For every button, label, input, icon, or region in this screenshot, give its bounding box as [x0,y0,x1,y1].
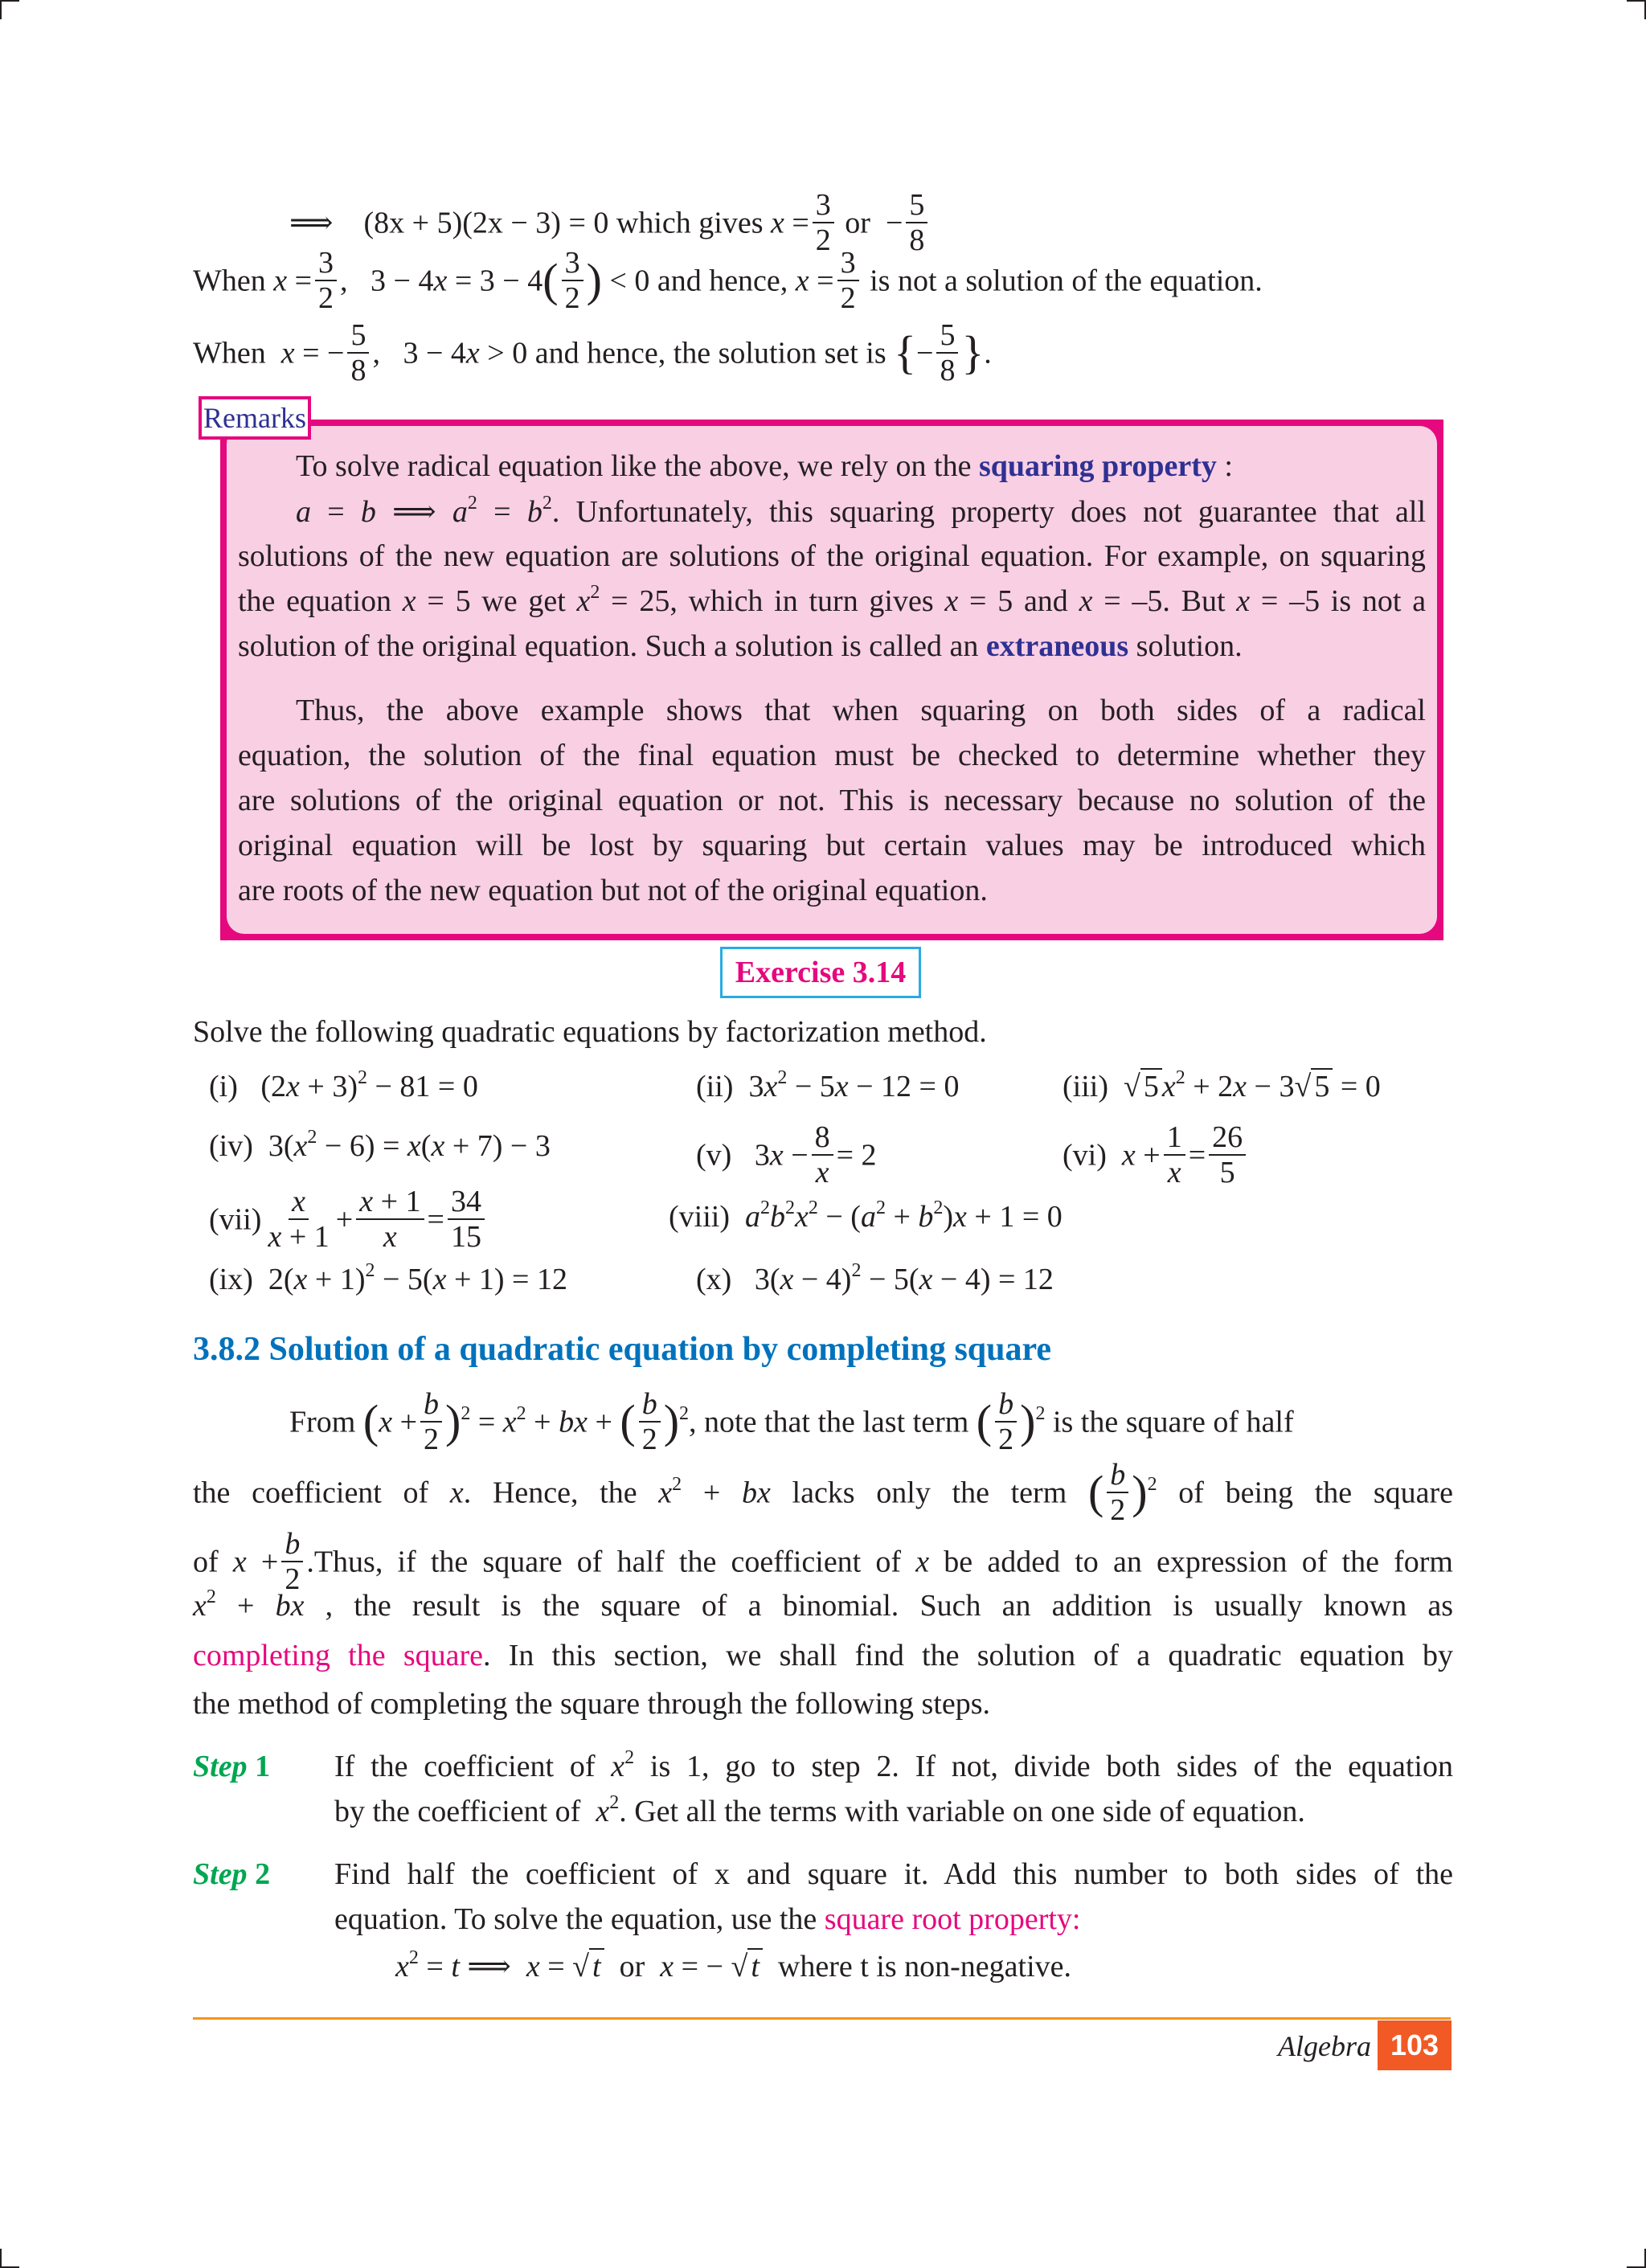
extraneous-term: extraneous [985,629,1129,663]
crop-mark-tr-h [1627,0,1646,2]
exercise-instruction: Solve the following quadratic equations by factorization method. [193,1015,987,1049]
page-number: 103 [1378,2020,1452,2070]
step-2-line-1: Find half the coefficient of x and square it. Add this number to both sides of the [334,1857,1453,1891]
section-heading: 3.8.2 Solution of a quadratic equation by completing square [193,1331,1052,1368]
remarks-line: To solve radical equation like the above, we rely on the squaring property : [296,449,1233,483]
step-1-label: Step 1 [193,1750,271,1783]
section-line-3: of x + $\frac{b}{2}$ .Thus, if the square of half the coefficient of x be added to an expression of the form [193,1527,1453,1596]
remarks-line: solution of the original equation. Such a solution is called an extraneous solution. [238,629,1243,663]
section-line-4: $x^2$ + bx , the result is the square of a binomial. Such an addition is usually known as [193,1586,1454,1623]
exercise-item: (i) $(2x + 3)^2 - 81 = 0$ [209,1067,478,1103]
crop-mark-bl-v [0,2249,2,2268]
step-1-line-2: by the coefficient of $x^2$. Get all the terms with variable on one side of equation. [334,1792,1305,1828]
remarks-inner [227,426,1437,934]
exercise-item: (viii) $a^2b^2x^2 - (a^2 + b^2)x + 1 = 0$ [669,1197,1063,1234]
section-line-2: the coefficient of x. Hence, the $x^2$ + bx lacks only the term ( $\frac{b}{2}$ )$^2$ of being the square [193,1458,1454,1527]
step-2-line-2: equation. To solve the equation, use the square root property: [334,1902,1081,1936]
exercise-item: (vi) x + $\frac{1}{x}$ = $\frac{26}{5}$ [1063,1125,1249,1191]
squaring-property-term: squaring property [978,449,1217,483]
exercise-item: (x) $3(x - 4)^2 - 5(x - 4) = 12$ [696,1260,1054,1296]
crop-mark-tl-v [0,0,2,19]
exercise-item: (ii) $3x^2 - 5x - 12 = 0$ [696,1067,960,1103]
remarks-line: are solutions of the original equation or not. This is necessary because no solution of the [238,784,1426,817]
remarks-tag: Remarks [199,396,311,440]
remarks-line: Thus, the above example shows that when squaring on both sides of a radical [296,694,1426,727]
step-2-label: Step 2 [193,1857,271,1891]
exercise-item: (iii) √ 5 $x^2 + 2x - 3√$ 5 = 0 [1063,1067,1381,1103]
remarks-line: the equation x = 5 we get $x^2 = 25$, which in turn gives x = 5 and x = –5. But x = –5 is not a [238,582,1427,618]
squaring-formula: a = b ⟹ $a^2 = b^2$ [296,493,552,529]
equation-line-1: ⟹ (8x + 5)(2x − 3) = 0 which gives x = $\frac{3}{2}$ or − $\frac{5}{8}$ [289,193,931,259]
crop-mark-tl-h [0,0,19,2]
equation-line-3: When x = − $\frac{5}{8}$ , 3 − 4x > 0 and hence, the solution set is {− $\frac{5}{8}$ }. [193,318,992,387]
equation-line-2: When x = $\frac{3}{2}$ , 3 − 4x = 3 − 4( $\frac{3}{2}$ ) < 0 and hence, x = $\frac{3}{2}$ is not a solution of the equation. [193,246,1263,315]
exercise-item: (ix) $2(x + 1)^2 - 5(x + 1) = 12$ [209,1260,567,1296]
section-line-1: From (x + $\frac{b}{2}$ )$^2 = x^2$ + bx + ( $\frac{b}{2}$ )$^2$, note that the last term ( $\frac{b}{2}$ )$^2$ is the square of half [289,1387,1294,1456]
remarks-line: original equation will be lost by squaring but certain values may be introduced which [238,829,1426,862]
remarks-line: equation, the solution of the final equation must be checked to determine whether they [238,739,1426,772]
square-root-property-term: square root property: [824,1902,1081,1936]
step-2-line-3: $x^2 = t$ ⟹ x = √ t or x = − √ t where t is non-negative. [395,1947,1072,1983]
remarks-line: are roots of the new equation but not of the original equation. [238,874,988,907]
exercise-title: Exercise 3.14 [720,947,921,998]
exercise-item: (iv) $3(x^2 - 6) = x(x + 7) - 3$ [209,1127,551,1163]
exercise-item: (vii) $\frac{x}{x + 1}$ + $\frac{x + 1}{x}$ = $\frac{34}{15}$ [209,1189,488,1255]
remarks-line: solutions of the new equation are solutions of the original equation. For example, on squaring [238,539,1426,573]
section-line-5: completing the square. In this section, we shall find the solution of a quadratic equation by [193,1639,1454,1672]
footer-rule [193,2017,1451,2020]
footer-label: Algebra [1278,2030,1371,2062]
remarks-box [220,420,1443,940]
section-line-6: the method of completing the square through the following steps. [193,1687,991,1721]
step-1-line-1: If the coefficient of $x^2$ is 1, go to step 2. If not, divide both sides of the equation [334,1747,1453,1783]
remarks-line: a = b ⟹ $a^2 = b^2$. Unfortunately, this squaring property does not guarantee that all [296,493,1427,529]
exercise-item: (v) 3x − $\frac{8}{x}$ = 2 [696,1120,877,1189]
completing-the-square-term: completing the square [193,1639,484,1672]
